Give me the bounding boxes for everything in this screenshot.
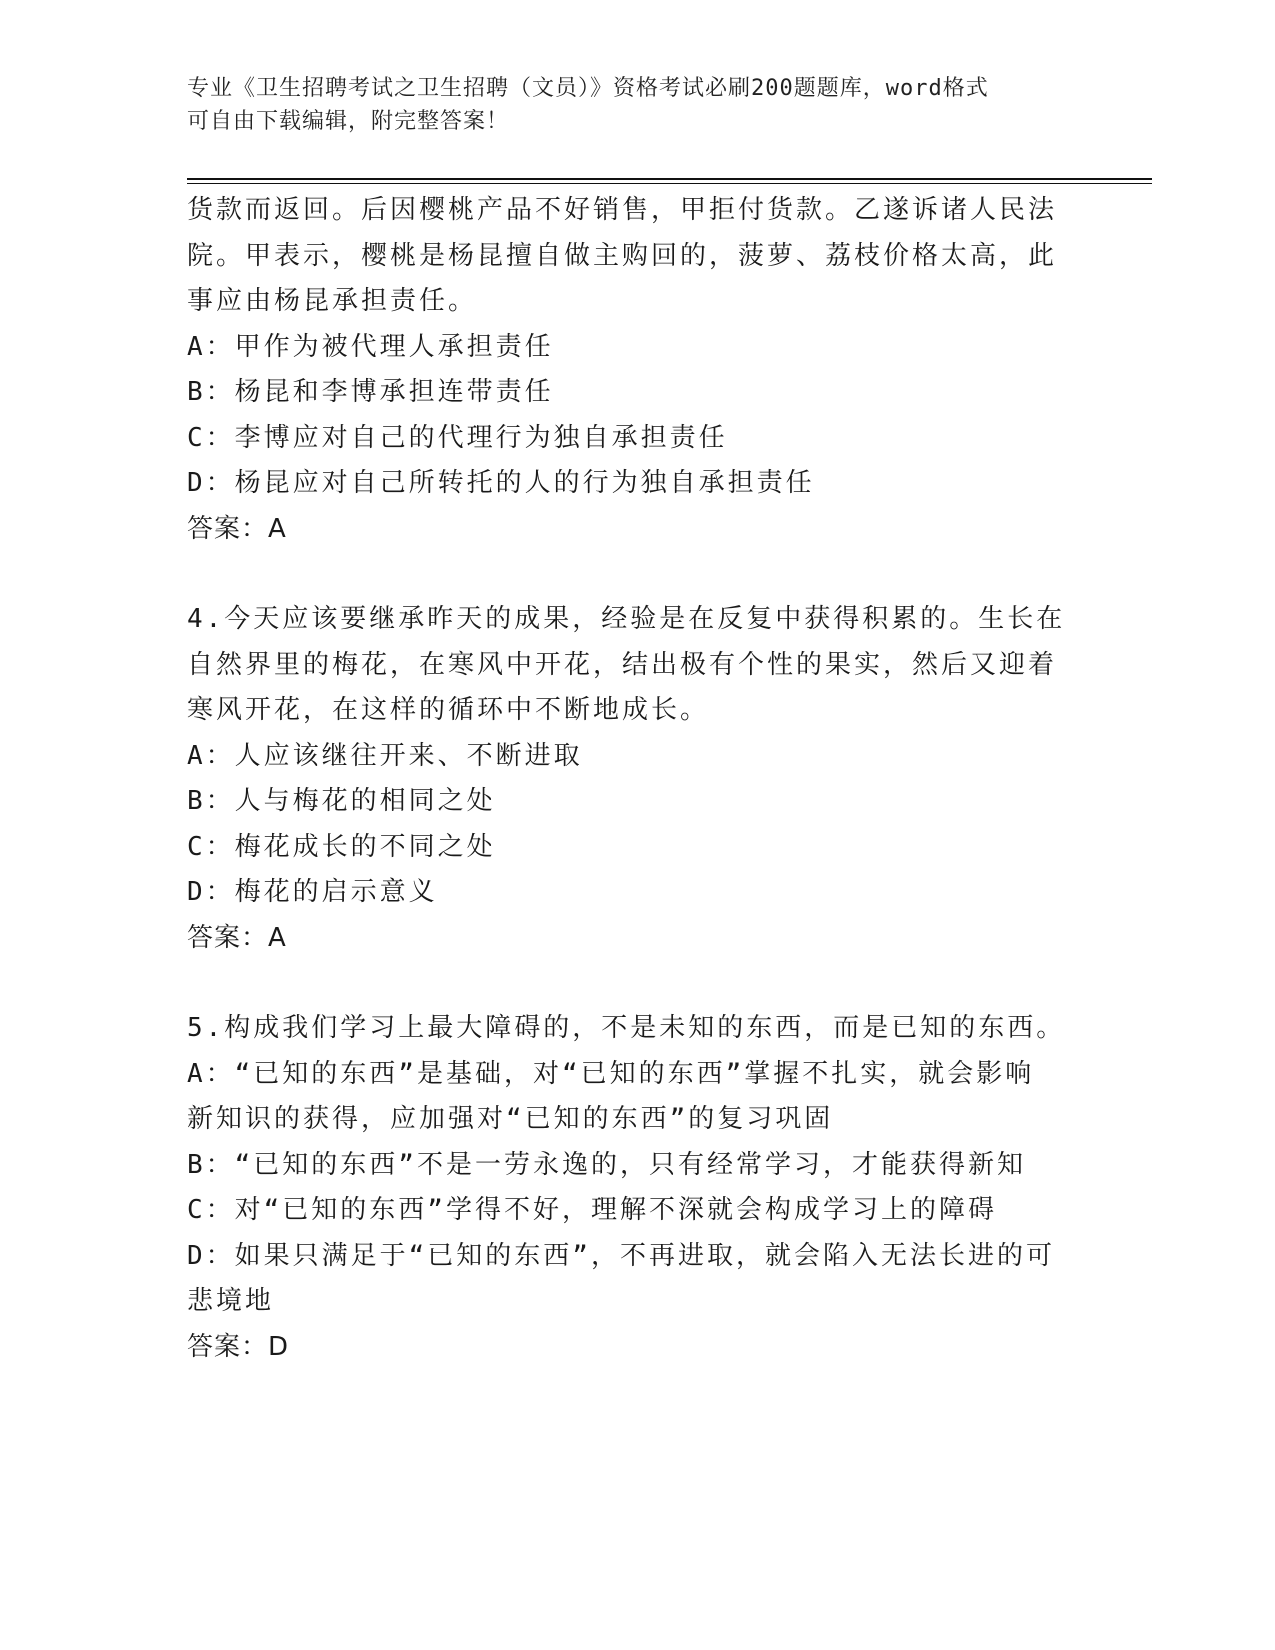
question-stem-line: 院。甲表示，樱桃是杨昆擅自做主购回的，菠萝、荔枝价格太高，此 bbox=[187, 240, 1058, 271]
option-b: B：“已知的东西”不是一劳永逸的，只有经常学习，才能获得新知 bbox=[187, 1149, 1026, 1180]
option-d: D：杨昆应对自己所转托的人的行为独自承担责任 bbox=[187, 468, 815, 498]
option-a: A：“已知的东西”是基础，对“已知的东西”掌握不扎实，就会影响 bbox=[187, 1058, 1035, 1089]
answer-line: 答案：A bbox=[187, 922, 287, 953]
option-d-continued: 悲境地 bbox=[187, 1286, 275, 1316]
question-stem-line: 货款而返回。后因樱桃产品不好销售，甲拒付货款。乙遂诉诸人民法 bbox=[187, 195, 1058, 225]
option-b: B：人与梅花的相同之处 bbox=[187, 786, 496, 816]
question-5 bbox=[187, 1006, 1087, 1370]
option-a-continued: 新知识的获得，应加强对“已知的东西”的复习巩固 bbox=[187, 1104, 834, 1134]
question-stem-line: 事应由杨昆承担责任。 bbox=[187, 286, 478, 316]
question-stem-line: 寒风开花，在这样的循环中不断地成长。 bbox=[187, 695, 710, 725]
option-b: B：杨昆和李博承担连带责任 bbox=[187, 377, 554, 407]
question-3 bbox=[187, 188, 1087, 552]
page-header bbox=[187, 72, 1067, 138]
header-title-line-1: 专业《卫生招聘考试之卫生招聘（文员）》资格考试必刷200题题库，word格式 bbox=[187, 76, 989, 101]
question-4 bbox=[187, 597, 1087, 961]
answer-line: 答案：A bbox=[187, 513, 287, 544]
spacer bbox=[187, 552, 1087, 597]
option-d: D：如果只满足于“已知的东西”，不再进取，就会陷入无法长进的可 bbox=[187, 1240, 1055, 1271]
option-c: C：梅花成长的不同之处 bbox=[187, 831, 496, 862]
option-c: C：对“已知的东西”学得不好，理解不深就会构成学习上的障碍 bbox=[187, 1195, 997, 1225]
option-d: D：梅花的启示意义 bbox=[187, 877, 438, 907]
header-divider-thin bbox=[187, 183, 1152, 184]
question-list bbox=[187, 188, 1087, 1370]
question-stem-line: 4.今天应该要继承昨天的成果，经验是在反复中获得积累的。生长在 bbox=[187, 604, 1066, 634]
spacer bbox=[187, 961, 1087, 1006]
header-title-line-2: 可自由下载编辑，附完整答案！ bbox=[187, 109, 510, 134]
header-divider bbox=[187, 178, 1152, 180]
question-stem-line: 自然界里的梅花，在寒风中开花，结出极有个性的果实，然后又迎着 bbox=[187, 649, 1058, 680]
option-c: C：李博应对自己的代理行为独自承担责任 bbox=[187, 422, 728, 453]
answer-line: 答案：D bbox=[187, 1331, 290, 1362]
option-a: A：人应该继往开来、不断进取 bbox=[187, 740, 583, 771]
question-stem-line: 5.构成我们学习上最大障碍的，不是未知的东西，而是已知的东西。 bbox=[187, 1013, 1066, 1043]
option-a: A：甲作为被代理人承担责任 bbox=[187, 331, 554, 362]
